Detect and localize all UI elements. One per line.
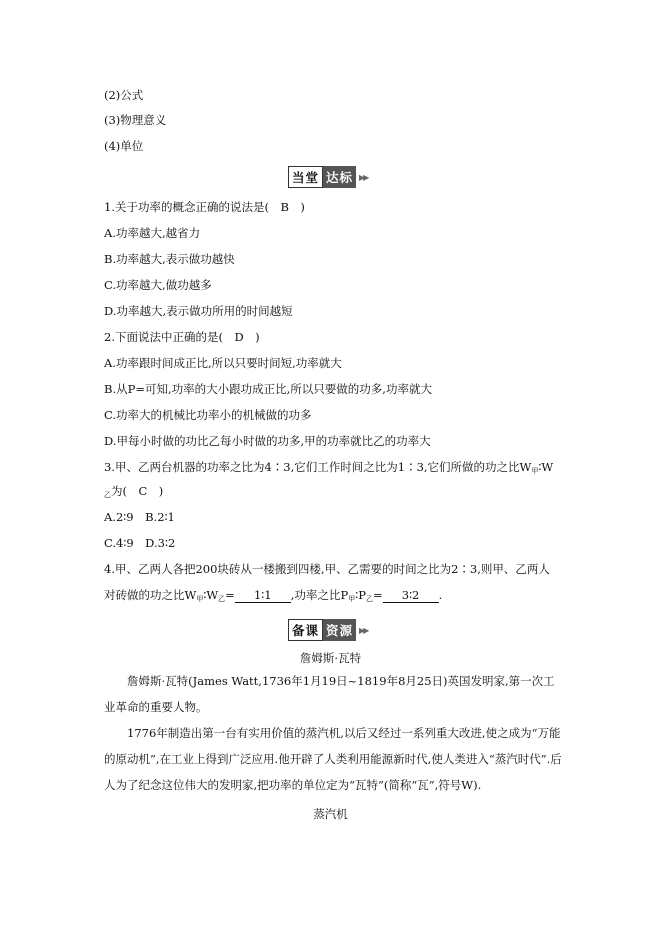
section-banner-class-practice <box>288 166 367 188</box>
question-1-option-b: B.功率越大,表示做功越快 <box>104 252 235 266</box>
equals-sign: = <box>372 588 383 602</box>
subscript-jia: 甲 <box>196 595 204 603</box>
banner-text-2: 资源 <box>323 619 356 641</box>
question-4-power-ratio-label: ,功率之比P <box>290 588 349 602</box>
question-3-answer: 为( C ) <box>111 484 164 498</box>
question-3-stem-line1 <box>104 460 553 478</box>
question-3-stem-line2 <box>104 484 163 502</box>
banner-text-1: 备课 <box>288 619 323 641</box>
banner-text-1: 当堂 <box>288 166 323 188</box>
ratio-colon: ∶W <box>203 588 219 602</box>
question-3-stem-text: 3.甲、乙两台机器的功率之比为4∶3,它们工作时间之比为1∶3,它们所做的功之比W <box>104 460 532 474</box>
question-2-option-b: B.从P=可知,功率的大小跟功成正比,所以只要做的功多,功率就大 <box>104 382 432 396</box>
question-2-option-a: A.功率跟时间成正比,所以只要时间短,功率就大 <box>104 356 342 370</box>
question-2-option-c: C.功率大的机械比功率小的机械做的功多 <box>104 408 312 422</box>
outline-unit: (4)单位 <box>104 139 144 153</box>
resource-subtitle: 蒸汽机 <box>313 807 348 821</box>
resource-title: 詹姆斯·瓦特 <box>299 651 362 665</box>
question-2-stem: 2.下面说法中正确的是( D ) <box>104 330 260 344</box>
question-1-option-a: A.功率越大,越省力 <box>104 226 201 240</box>
subscript-yi: 乙 <box>218 595 226 603</box>
period: . <box>438 588 443 602</box>
ratio-colon: ∶P <box>355 588 366 602</box>
question-3-options-ab: A.2∶9 B.2∶1 <box>104 510 175 524</box>
ratio-colon: ∶W <box>538 460 554 474</box>
question-1-option-c: C.功率越大,做功越多 <box>104 278 212 292</box>
question-3-options-cd: C.4∶9 D.3∶2 <box>104 536 176 550</box>
subscript-yi: 乙 <box>104 491 111 499</box>
equals-sign: = <box>225 588 235 602</box>
subscript-yi: 乙 <box>365 595 373 603</box>
outline-formula: (2)公式 <box>104 88 144 102</box>
question-4-work-ratio-label: 对砖做的功之比W <box>104 588 197 602</box>
banner-text-2: 达标 <box>323 166 356 188</box>
question-4-line2 <box>104 588 442 606</box>
resource-paragraph-1: 詹姆斯·瓦特(James Watt,1736年1月19日~1819年8月25日)英国发明家,第一次工业革命的重要人物。 <box>104 674 555 714</box>
double-arrow-icon: ▶▶ <box>359 172 368 182</box>
answer-blank-work-ratio: 1∶1 <box>235 588 291 603</box>
resource-paragraph-2: 1776年制造出第一台有实用价值的蒸汽机,以后又经过一系列重大改进,使之成为“万能的原动机”,在工业上得到广泛应用.他开辟了人类利用能源新时代,使人类进入“蒸汽时代”.后人为了纪念这位伟大的发明家,把功率的单位定为“瓦特”(简称“瓦”,符号W). <box>104 726 562 792</box>
question-1-option-d: D.功率越大,表示做功所用的时间越短 <box>104 304 293 318</box>
subscript-jia: 甲 <box>348 595 356 603</box>
subscript-jia: 甲 <box>531 467 539 475</box>
question-2-option-d: D.甲每小时做的功比乙每小时做的功多,甲的功率就比乙的功率大 <box>104 434 431 448</box>
question-4-line1: 4.甲、乙两人各把200块砖从一楼搬到四楼,甲、乙需要的时间之比为2∶3,则甲、乙两人 <box>104 562 550 576</box>
double-arrow-icon: ▶▶ <box>359 625 368 635</box>
question-1-stem: 1.关于功率的概念正确的说法是( B ) <box>104 200 305 214</box>
outline-physical-meaning: (3)物理意义 <box>104 113 167 127</box>
answer-blank-power-ratio: 3∶2 <box>383 588 439 603</box>
section-banner-lesson-resources <box>288 619 367 641</box>
